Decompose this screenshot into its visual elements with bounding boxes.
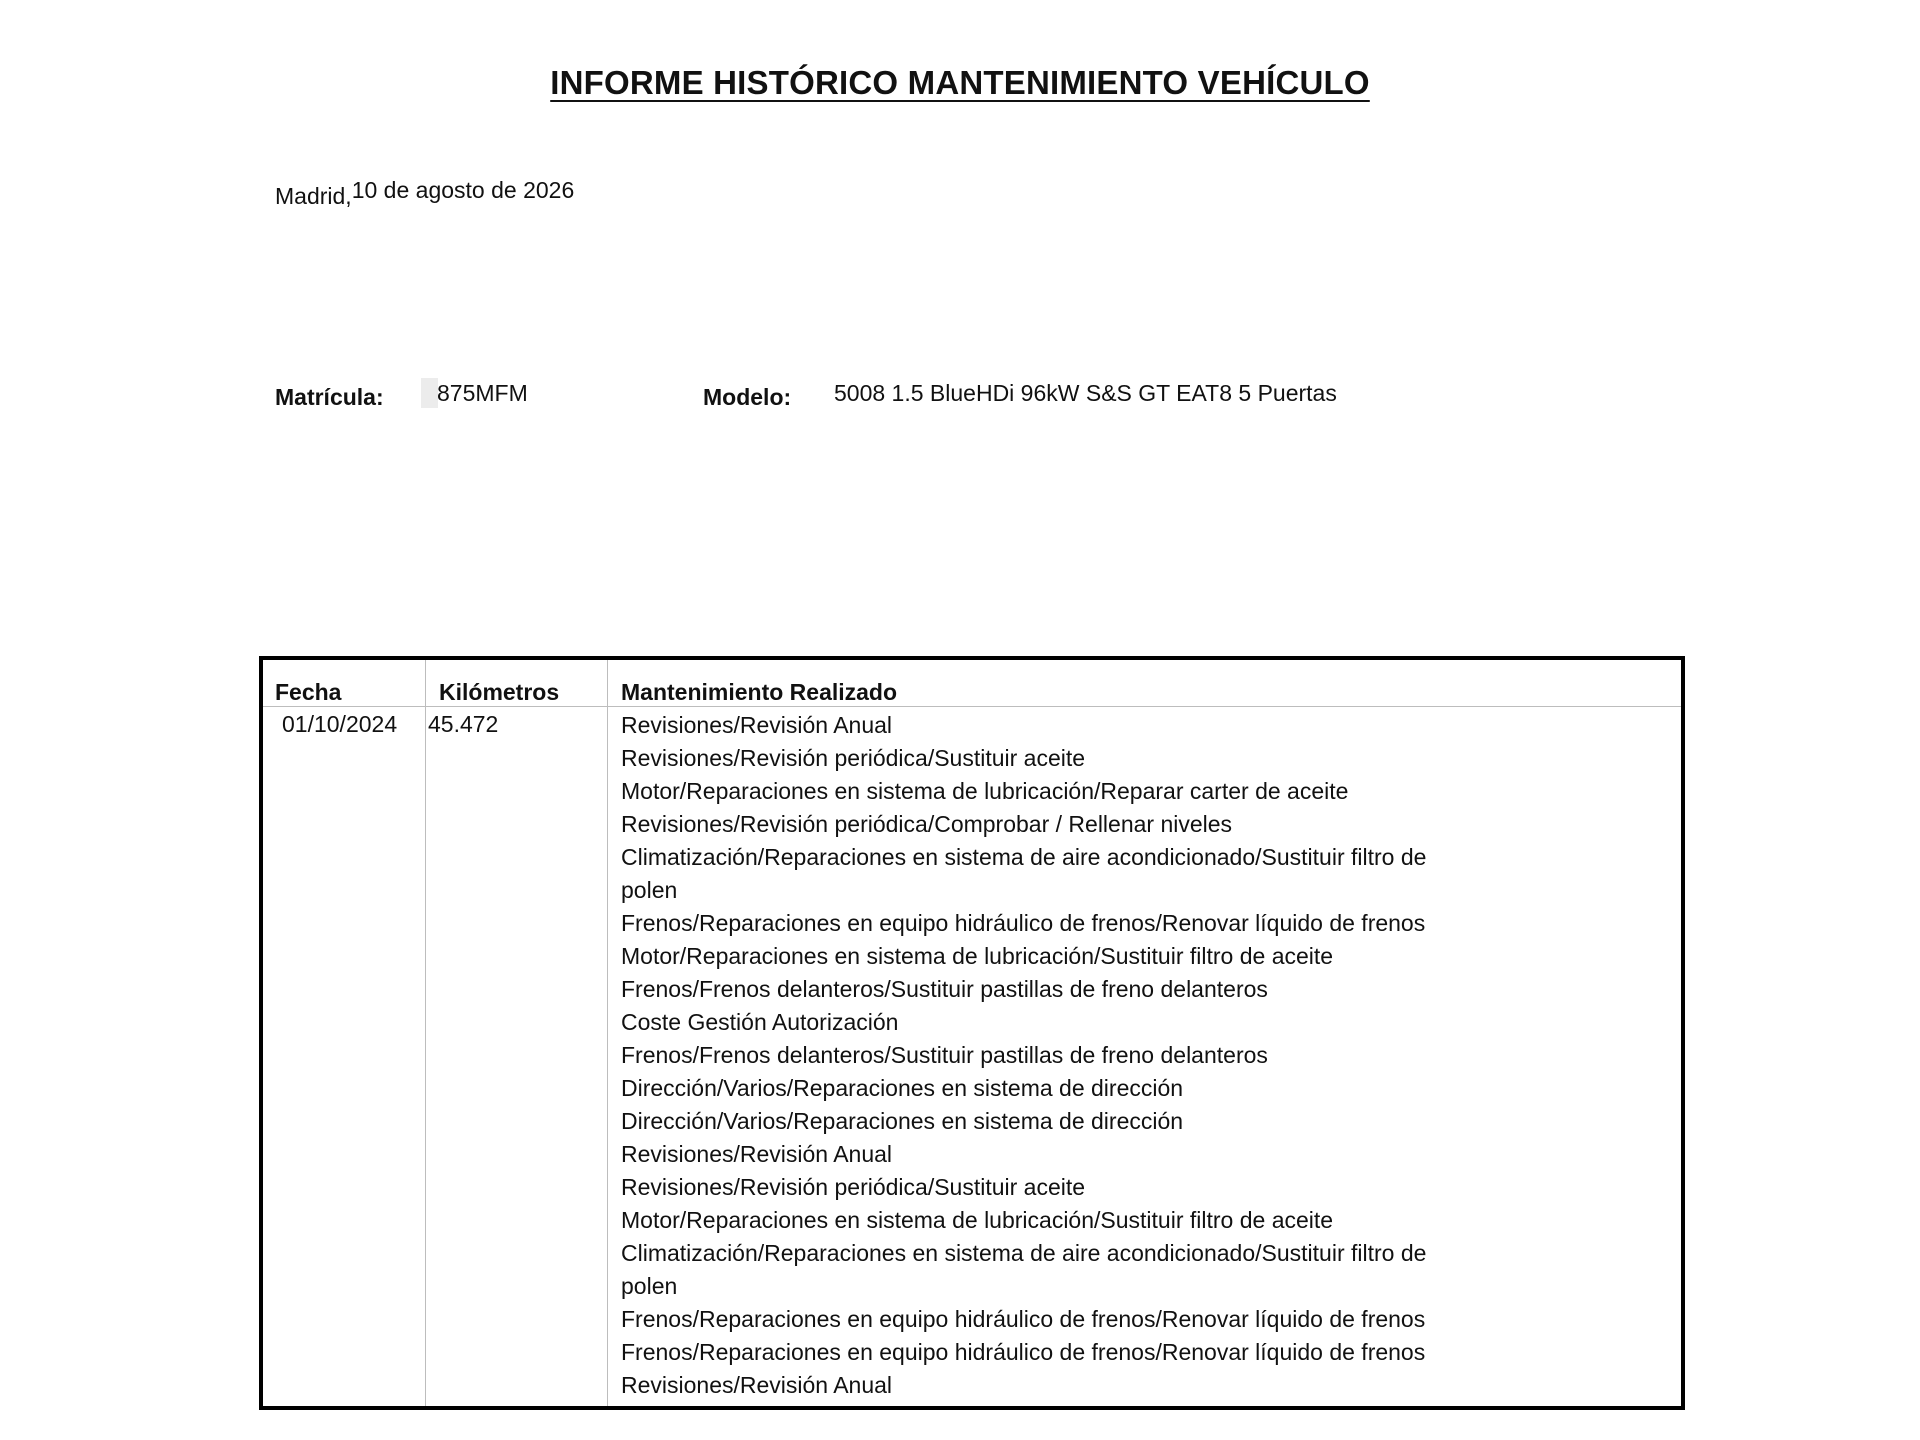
maintenance-item: Revisiones/Revisión Anual [621, 1372, 893, 1398]
maintenance-item: Frenos/Frenos delanteros/Sustituir pastillas de freno delanteros [621, 1042, 1268, 1068]
maintenance-item: Revisiones/Revisión periódica/Comprobar / Rellenar niveles [621, 811, 1233, 837]
redaction-mark [421, 378, 438, 408]
maintenance-item: Motor/Reparaciones en sistema de lubricación/Reparar carter de aceite [621, 778, 1349, 804]
maintenance-item: polen [621, 1273, 678, 1299]
header-divider [263, 706, 1681, 707]
plate-value: 875MFM [437, 380, 528, 406]
maintenance-item: Frenos/Reparaciones en equipo hidráulico de frenos/Renovar líquido de frenos [621, 1306, 1426, 1332]
maintenance-item: Revisiones/Revisión periódica/Sustituir aceite [621, 745, 1086, 771]
maintenance-item: Climatización/Reparaciones en sistema de aire acondicionado/Sustituir filtro de [621, 1240, 1427, 1266]
report-title: INFORME HISTÓRICO MANTENIMIENTO VEHÍCULO [550, 64, 1370, 101]
maintenance-item: Motor/Reparaciones en sistema de lubricación/Sustituir filtro de aceite [621, 1207, 1334, 1233]
report-date: 10 de agosto de 2026 [351, 177, 575, 203]
maintenance-item: Revisiones/Revisión Anual [621, 712, 893, 738]
maintenance-item: Climatización/Reparaciones en sistema de aire acondicionado/Sustituir filtro de [621, 844, 1427, 870]
maintenance-items [621, 709, 1426, 1402]
maintenance-item: Dirección/Varios/Reparaciones en sistema de dirección [621, 1108, 1184, 1134]
row-date: 01/10/2024 [282, 711, 398, 737]
maintenance-table [259, 656, 1685, 1410]
maintenance-item: Frenos/Reparaciones en equipo hidráulico de frenos/Renovar líquido de frenos [621, 1339, 1426, 1365]
maintenance-item: Motor/Reparaciones en sistema de lubricación/Sustituir filtro de aceite [621, 943, 1334, 969]
model-value: 5008 1.5 BlueHDi 96kW S&S GT EAT8 5 Puertas [834, 380, 1337, 406]
maintenance-item: Revisiones/Revisión Anual [621, 1141, 893, 1167]
row-km: 45.472 [428, 711, 499, 737]
model-label: Modelo: [703, 384, 792, 410]
maintenance-item: polen [621, 877, 678, 903]
header-date: Fecha [275, 679, 342, 705]
header-maintenance: Mantenimiento Realizado [621, 679, 898, 705]
plate-label: Matrícula: [275, 384, 384, 410]
place-date-line [275, 177, 575, 209]
column-divider [607, 660, 608, 1406]
maintenance-item: Dirección/Varios/Reparaciones en sistema de dirección [621, 1075, 1184, 1101]
maintenance-item: Revisiones/Revisión periódica/Sustituir aceite [621, 1174, 1086, 1200]
maintenance-item: Frenos/Frenos delanteros/Sustituir pastillas de freno delanteros [621, 976, 1268, 1002]
maintenance-item: Coste Gestión Autorización [621, 1009, 899, 1035]
header-km: Kilómetros [439, 679, 560, 705]
maintenance-item: Frenos/Reparaciones en equipo hidráulico de frenos/Renovar líquido de frenos [621, 910, 1426, 936]
column-divider [425, 660, 426, 1406]
report-place: Madrid, [275, 183, 352, 209]
